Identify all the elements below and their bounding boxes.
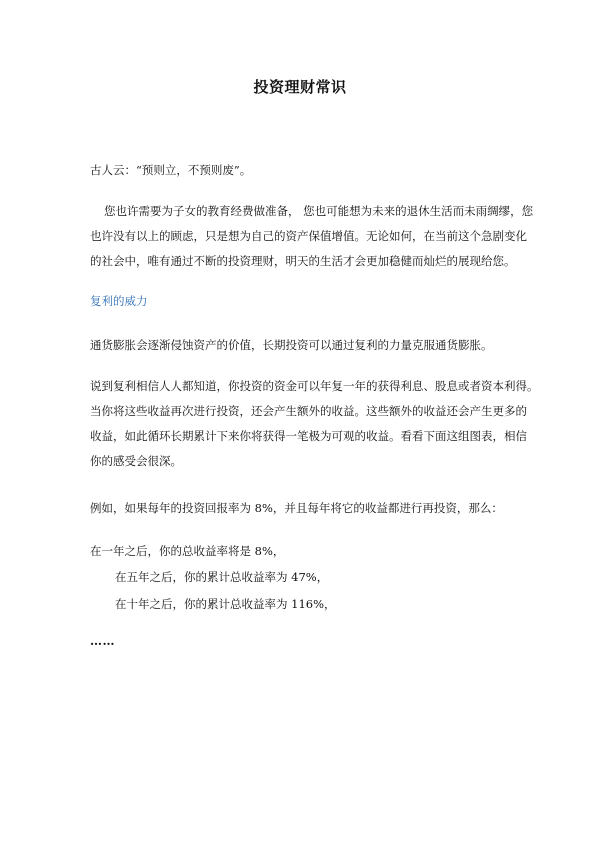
list-item-year-1: 在一年之后，你的总收益率将是 8%， <box>90 544 285 558</box>
paragraph-example: 例如，如果每年的投资回报率为 8%，并且每年将它的收益都进行再投资，那么： <box>90 501 503 515</box>
intro-line-3: 的社会中，唯有通过不断的投资理财，明天的生活才会更加稳健而灿烂的展现给您。 <box>90 254 516 268</box>
paragraph-compound-line-2: 当你将这些收益再次进行投资，还会产生额外的收益。这些额外的收益还会产生更多的 <box>90 404 527 418</box>
section-heading: 复利的威力 <box>90 294 148 308</box>
paragraph-inflation: 通货膨胀会逐渐侵蚀资产的价值，长期投资可以通过复利的力量克服通货膨胀。 <box>90 338 493 352</box>
list-item-year-5: 在五年之后，你的累计总收益率为 47%， <box>115 570 329 584</box>
paragraph-compound-line-4: 你的感受会很深。 <box>90 454 182 468</box>
quote-line: 古人云：“预则立，不预则废”。 <box>90 163 252 177</box>
paragraph-compound-line-3: 收益，如此循环长期累计下来你将获得一笔极为可观的收益。看看下面这组图表，相信 <box>90 429 527 443</box>
intro-line-1: 您也许需要为子女的教育经费做准备， 您也可能想为未来的退休生活而未雨绸缪，您 <box>104 204 534 218</box>
paragraph-compound-line-1: 说到复利相信人人都知道，你投资的资金可以年复一年的获得利息、股息或者资本利得。 <box>90 379 539 393</box>
continuation-ellipsis: …… <box>90 634 115 648</box>
intro-line-2: 也许没有以上的顾虑，只是想为自己的资产保值增值。无论如何，在当前这个急剧变化 <box>90 229 527 243</box>
document-title: 投资理财常识 <box>253 78 347 96</box>
list-item-year-10: 在十年之后，你的累计总收益率为 116%， <box>115 597 336 611</box>
